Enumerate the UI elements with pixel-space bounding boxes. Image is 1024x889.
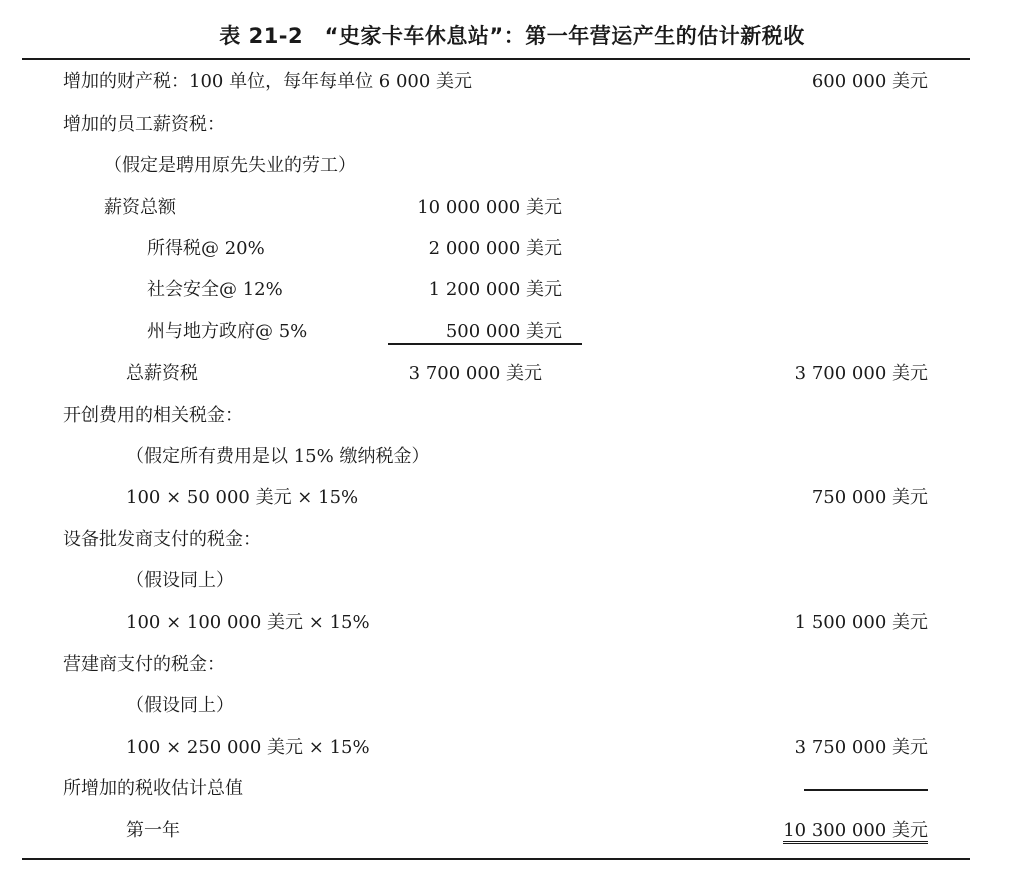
total-label: 所增加的税收估计总值 bbox=[63, 778, 243, 799]
total-payroll-tax-mid: 3 700 000 美元 bbox=[408, 363, 542, 384]
builder-formula: 100 × 250 000 美元 × 15% bbox=[126, 737, 370, 758]
equipment-assumption: （假设同上） bbox=[126, 570, 234, 591]
property-tax-label: 增加的财产税：100 单位，每年每单位 6 000 美元 bbox=[63, 71, 473, 92]
builder-assumption: （假设同上） bbox=[126, 695, 234, 716]
top-rule bbox=[22, 58, 970, 60]
equipment-formula: 100 × 100 000 美元 × 15% bbox=[126, 612, 370, 633]
startup-formula: 100 × 50 000 美元 × 15% bbox=[126, 487, 359, 508]
gross-payroll-label: 薪资总额 bbox=[104, 197, 176, 218]
total-payroll-tax-amount: 3 700 000 美元 bbox=[794, 363, 928, 384]
bottom-rule bbox=[22, 858, 970, 860]
builder-amount: 3 750 000 美元 bbox=[794, 737, 928, 758]
startup-amount: 750 000 美元 bbox=[811, 487, 928, 508]
first-year-amount-box bbox=[700, 819, 928, 843]
startup-assumption: （假定所有费用是以 15% 缴纳税金） bbox=[126, 446, 430, 467]
first-year-label: 第一年 bbox=[126, 820, 180, 841]
equipment-amount: 1 500 000 美元 bbox=[794, 612, 928, 633]
subtotal-underline bbox=[388, 343, 582, 345]
income-tax-amount: 2 000 000 美元 bbox=[428, 238, 562, 259]
state-local-amount: 500 000 美元 bbox=[445, 321, 562, 342]
payroll-tax-label: 增加的员工薪资税： bbox=[63, 114, 225, 135]
social-security-amount: 1 200 000 美元 bbox=[428, 279, 562, 300]
gross-payroll-amount: 10 000 000 美元 bbox=[417, 197, 562, 218]
startup-tax-label: 开创费用的相关税金： bbox=[63, 405, 243, 426]
social-security-label: 社会安全@ 12% bbox=[147, 279, 283, 300]
table-title: 表 21-2 “史家卡车休息站”：第一年营运产生的估计新税收 bbox=[219, 24, 805, 48]
first-year-amount: 10 300 000 美元 bbox=[783, 820, 928, 844]
state-local-label: 州与地方政府@ 5% bbox=[147, 321, 308, 342]
total-payroll-tax-label: 总薪资税 bbox=[126, 363, 198, 384]
income-tax-label: 所得税@ 20% bbox=[147, 238, 265, 259]
payroll-assumption: （假定是聘用原先失业的劳工） bbox=[104, 155, 356, 176]
total-underline bbox=[804, 789, 928, 791]
builder-tax-label: 营建商支付的税金： bbox=[63, 654, 225, 675]
equipment-tax-label: 设备批发商支付的税金： bbox=[63, 529, 261, 550]
property-tax-amount: 600 000 美元 bbox=[811, 71, 928, 92]
